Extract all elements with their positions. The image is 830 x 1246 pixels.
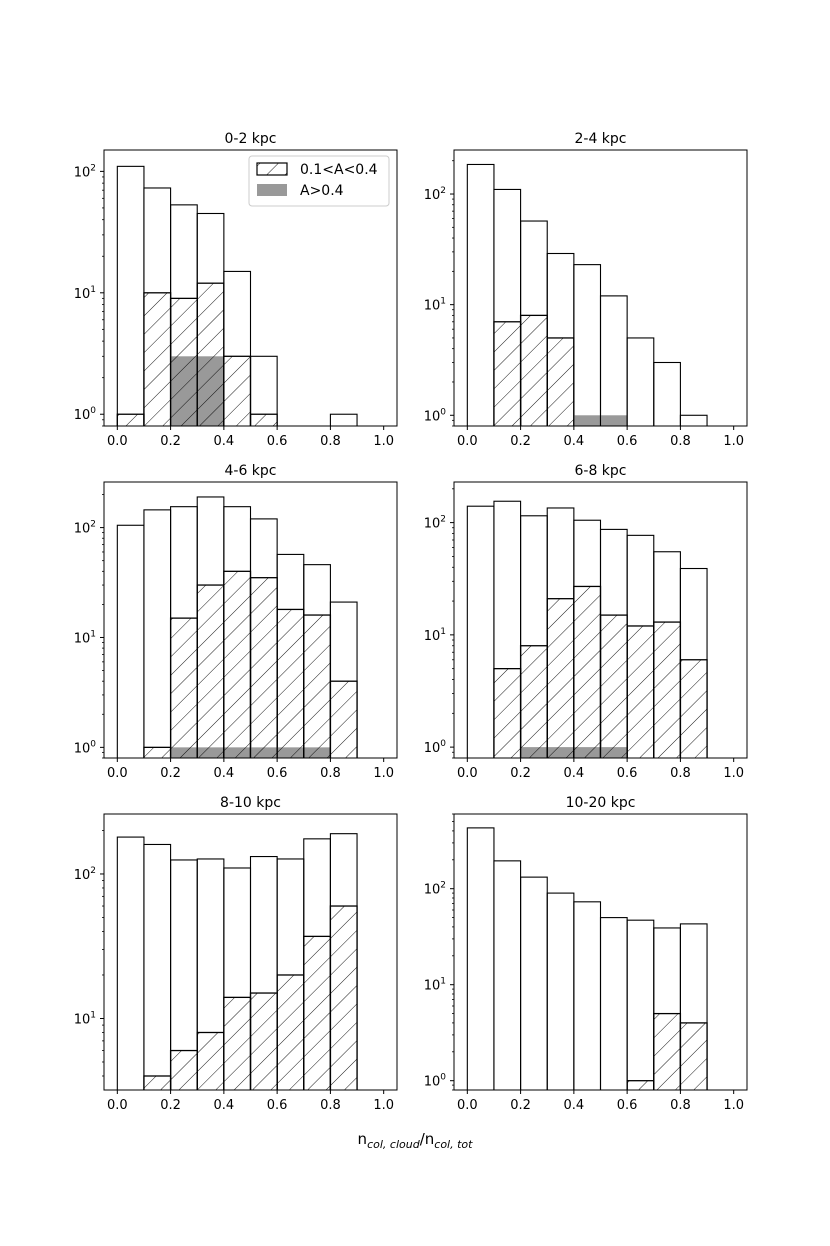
x-tick-label: 1.0 — [373, 434, 395, 449]
bar-hatched-6 — [627, 626, 654, 760]
bar-hatched-3 — [547, 599, 574, 760]
bar-total-6 — [627, 338, 654, 428]
x-tick-label: 0.6 — [616, 434, 638, 449]
y-tick-label: $10^1$ — [73, 1010, 96, 1028]
x-tick-label: 0.8 — [320, 766, 341, 781]
x-tick-label: 0.8 — [670, 766, 691, 781]
x-tick-label: 0.4 — [213, 1098, 235, 1113]
bar-hatched-2 — [521, 315, 548, 428]
x-tick-label: 0.6 — [616, 766, 638, 781]
bar-total-0 — [467, 164, 494, 428]
bar-total-3 — [547, 893, 574, 1092]
bar-hatched-3 — [197, 1032, 224, 1092]
x-tick-label: 0.8 — [670, 434, 691, 449]
bar-total-0 — [467, 828, 494, 1092]
x-tick-label: 0.6 — [266, 766, 288, 781]
bar-hatched-3 — [547, 338, 574, 428]
x-axis-label-den: n — [424, 1130, 435, 1148]
bar-hatched-1 — [494, 322, 521, 428]
bar-total-1 — [494, 861, 521, 1092]
x-tick-label: 0.4 — [563, 1098, 585, 1113]
bar-total-0 — [467, 506, 494, 760]
y-tick-label: $10^0$ — [423, 739, 446, 757]
y-tick-label: $10^1$ — [423, 626, 446, 644]
y-tick-label: $10^2$ — [423, 514, 446, 532]
x-tick-label: 0.0 — [106, 434, 128, 449]
bar-hatched-6 — [277, 609, 304, 760]
panel-title: 2-4 kpc — [574, 131, 627, 147]
x-tick-label: 0.0 — [456, 1098, 478, 1113]
bar-hatched-3 — [197, 585, 224, 760]
x-tick-label: 0.4 — [213, 766, 235, 781]
y-tick-label: $10^0$ — [423, 1072, 446, 1090]
bar-hatched-7 — [654, 622, 681, 760]
bar-hatched-8 — [330, 906, 357, 1092]
y-tick-label: $10^2$ — [423, 186, 446, 204]
x-tick-label: 1.0 — [723, 766, 745, 781]
x-tick-label: 0.2 — [510, 1098, 531, 1113]
bar-total-1 — [144, 844, 171, 1092]
x-tick-label: 0.2 — [160, 1098, 181, 1113]
x-tick-label: 0.8 — [670, 1098, 691, 1113]
x-axis-label-num-sub: col, cloud — [367, 1138, 420, 1151]
bar-hatched-7 — [304, 936, 331, 1092]
x-tick-label: 1.0 — [373, 766, 395, 781]
x-axis-label-sep: / — [419, 1130, 425, 1148]
bar-hatched-5 — [601, 615, 628, 760]
bar-hatched-4 — [224, 356, 251, 428]
bar-total-1 — [144, 510, 171, 760]
panel-2 — [424, 131, 747, 449]
bar-total-5 — [601, 918, 628, 1092]
bar-hatched-8 — [680, 660, 707, 760]
panel-5 — [74, 795, 397, 1113]
bars — [117, 834, 357, 1092]
bar-total-0 — [117, 837, 144, 1092]
bar-total-6 — [627, 920, 654, 1092]
legend-swatch-filled — [257, 184, 287, 196]
bar-hatched-8 — [330, 681, 357, 760]
x-tick-label: 0.0 — [106, 766, 128, 781]
bar-hatched-5 — [251, 993, 278, 1092]
y-tick-label: $10^0$ — [73, 406, 96, 424]
x-axis-label-num: n — [357, 1130, 368, 1148]
bar-hatched-7 — [654, 1014, 681, 1092]
y-tick-label: $10^1$ — [73, 629, 96, 647]
panel-title: 0-2 kpc — [224, 131, 277, 147]
y-tick-label: $10^2$ — [73, 519, 96, 537]
panel-title: 8-10 kpc — [220, 795, 281, 811]
x-tick-label: 0.2 — [510, 434, 531, 449]
bar-hatched-6 — [277, 975, 304, 1092]
bar-hatched-7 — [304, 615, 331, 760]
x-tick-label: 0.8 — [320, 434, 341, 449]
x-tick-label: 1.0 — [723, 1098, 745, 1113]
bar-hatched-1 — [144, 293, 171, 428]
bar-total-0 — [117, 525, 144, 760]
bar-hatched-1 — [494, 669, 521, 760]
y-tick-label: $10^0$ — [73, 739, 96, 757]
x-axis-label-den-sub: col, tot — [434, 1138, 473, 1151]
x-tick-label: 0.8 — [320, 1098, 341, 1113]
bar-total-4 — [574, 902, 601, 1092]
bar-hatched-4 — [224, 571, 251, 760]
bar-hatched-2 — [521, 646, 548, 760]
bars — [467, 164, 707, 428]
bar-total-7 — [654, 362, 681, 428]
bar-hatched-2 — [171, 298, 198, 428]
bar-total-0 — [117, 166, 144, 428]
panel-1 — [74, 131, 397, 449]
legend-swatch-hatched — [257, 163, 287, 175]
bars — [467, 828, 707, 1092]
y-tick-label: $10^0$ — [423, 407, 446, 425]
panel-title: 10-20 kpc — [565, 795, 636, 811]
bar-hatched-5 — [251, 578, 278, 760]
x-tick-label: 0.4 — [563, 434, 585, 449]
x-tick-label: 1.0 — [723, 434, 745, 449]
x-tick-label: 0.2 — [160, 434, 181, 449]
panel-title: 4-6 kpc — [224, 463, 277, 479]
y-tick-label: $10^1$ — [73, 284, 96, 302]
x-tick-label: 0.0 — [456, 434, 478, 449]
bar-hatched-4 — [224, 997, 251, 1092]
x-axis-label — [0, 1130, 830, 1151]
bars — [117, 497, 357, 760]
x-tick-label: 0.4 — [563, 766, 585, 781]
bar-hatched-4 — [574, 586, 601, 760]
y-tick-label: $10^1$ — [423, 296, 446, 314]
x-tick-label: 0.6 — [616, 1098, 638, 1113]
bar-total-5 — [601, 296, 628, 428]
bar-total-2 — [521, 877, 548, 1092]
bar-total-4 — [574, 265, 601, 428]
bar-hatched-3 — [197, 283, 224, 428]
x-tick-label: 0.4 — [213, 434, 235, 449]
bars — [467, 501, 707, 760]
panel-title: 6-8 kpc — [574, 463, 627, 479]
bar-hatched-2 — [171, 1051, 198, 1092]
legend-label-hatched: 0.1<A<0.4 — [300, 162, 378, 178]
legend-label-filled: A>0.4 — [300, 183, 344, 199]
panel-4 — [424, 463, 747, 781]
x-tick-label: 0.2 — [510, 766, 531, 781]
x-tick-label: 0.2 — [160, 766, 181, 781]
x-tick-label: 0.6 — [266, 1098, 288, 1113]
bar-hatched-2 — [171, 618, 198, 760]
bar-hatched-8 — [680, 1023, 707, 1092]
y-tick-label: $10^2$ — [423, 880, 446, 898]
y-tick-label: $10^1$ — [423, 976, 446, 994]
panel-6 — [424, 795, 747, 1113]
x-tick-label: 0.6 — [266, 434, 288, 449]
legend — [249, 156, 389, 206]
y-tick-label: $10^2$ — [73, 163, 96, 181]
x-tick-label: 1.0 — [373, 1098, 395, 1113]
panel-3 — [74, 463, 397, 781]
x-tick-label: 0.0 — [456, 766, 478, 781]
x-tick-label: 0.0 — [106, 1098, 128, 1113]
y-tick-label: $10^2$ — [73, 865, 96, 883]
